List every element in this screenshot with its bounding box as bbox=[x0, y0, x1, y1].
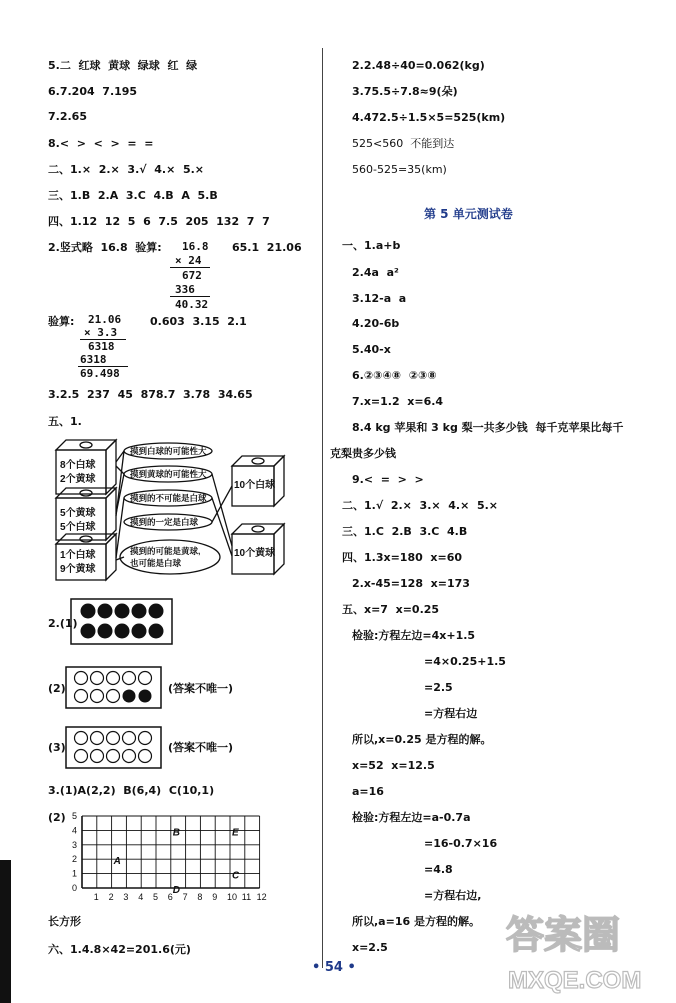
column-divider bbox=[322, 48, 323, 968]
y-tick-label: 3 bbox=[72, 839, 78, 850]
x-tick-label: 8 bbox=[197, 892, 203, 902]
note: (答案不唯一) bbox=[168, 682, 234, 695]
x-tick-label: 11 bbox=[241, 892, 252, 902]
box-label: 1个白球 bbox=[60, 550, 96, 561]
answer-line: 6.7.204 7.195 bbox=[48, 85, 138, 98]
white-ball bbox=[75, 750, 88, 763]
answer-line: =16-0.7×16 bbox=[424, 837, 498, 850]
answer-line: x=2.5 bbox=[352, 941, 388, 954]
grid-point-label: C bbox=[232, 870, 240, 882]
answer-line: =2.5 bbox=[424, 681, 453, 694]
answer-line: 6.②③④⑧ ②③⑧ bbox=[352, 369, 437, 382]
white-ball bbox=[91, 690, 104, 703]
answer-line: =4×0.25+1.5 bbox=[424, 655, 506, 668]
answer-line: 三、1.C 2.B 3.C 4.B bbox=[342, 525, 468, 538]
black-ball bbox=[149, 604, 164, 619]
x-tick-label: 6 bbox=[167, 892, 173, 902]
watermark-url: MXQE.COM bbox=[508, 967, 642, 994]
coordinate-grid bbox=[66, 808, 276, 902]
answer-line: (3) bbox=[48, 741, 66, 754]
probability-matching-diagram bbox=[50, 436, 320, 582]
calc-row: 21.06 bbox=[88, 313, 122, 326]
x-tick-label: 10 bbox=[227, 892, 238, 902]
watermark-logo bbox=[498, 900, 668, 998]
black-ball bbox=[139, 690, 152, 703]
answer-line: 长方形 bbox=[48, 915, 81, 928]
answer-line: 2.4a a² bbox=[352, 266, 399, 279]
calc-row: 69.498 bbox=[80, 367, 120, 380]
answer-line: 3.(1)A(2,2) B(6,4) C(10,1) bbox=[48, 784, 215, 797]
box-label: 10个黄球 bbox=[234, 548, 276, 559]
x-tick-label: 2 bbox=[108, 892, 114, 902]
section-title: 第 5 单元测试卷 bbox=[424, 207, 513, 221]
white-ball bbox=[139, 732, 152, 745]
white-ball bbox=[107, 750, 120, 763]
answer-line: 4.20-6b bbox=[352, 317, 400, 330]
x-tick-label: 4 bbox=[138, 892, 144, 902]
box-label: 9个黄球 bbox=[60, 564, 96, 575]
calc-row: 6318 bbox=[80, 353, 107, 366]
answer-line: 5.40-x bbox=[352, 343, 391, 356]
answer-line: 六、1.4.8×42=201.6(元) bbox=[48, 943, 191, 956]
white-ball bbox=[91, 750, 104, 763]
answer-line: 65.1 21.06 bbox=[232, 241, 302, 254]
answer-line: 2.竖式略 16.8 验算: bbox=[48, 241, 162, 254]
white-ball bbox=[75, 732, 88, 745]
answer-line: 检验:方程左边=4x+1.5 bbox=[352, 629, 476, 642]
x-tick-label: 12 bbox=[256, 892, 267, 902]
calc-row: × 24 bbox=[175, 254, 202, 267]
black-ball bbox=[81, 624, 96, 639]
answer-line: 525<560 不能到达 bbox=[352, 137, 455, 150]
ball-box-1 bbox=[70, 598, 174, 646]
ball-box-2 bbox=[65, 666, 163, 710]
answer-line: 克梨贵多少钱 bbox=[330, 447, 396, 460]
black-ball bbox=[149, 624, 164, 639]
answer-line: 四、1.12 12 5 6 7.5 205 132 7 7 bbox=[48, 215, 270, 228]
box-label: 10个白球 bbox=[234, 480, 276, 491]
answer-line: 四、1.3x=180 x=60 bbox=[342, 551, 463, 564]
oval-label: 也可能是白球 bbox=[130, 558, 182, 568]
calc-rule bbox=[170, 296, 210, 297]
black-ball bbox=[123, 690, 136, 703]
answer-line: x=52 x=12.5 bbox=[352, 759, 435, 772]
watermark-text: 答案圈 bbox=[506, 915, 621, 957]
white-ball bbox=[91, 672, 104, 685]
answer-line: a=16 bbox=[352, 785, 384, 798]
answer-line: 五、x=7 x=0.25 bbox=[342, 603, 440, 616]
black-ball bbox=[115, 624, 130, 639]
white-ball bbox=[123, 732, 136, 745]
y-tick-label: 0 bbox=[72, 883, 78, 893]
white-ball bbox=[107, 732, 120, 745]
grid-point-label: E bbox=[232, 827, 239, 839]
answer-line: 2.(1) bbox=[48, 617, 78, 630]
answer-line: =方程右边 bbox=[424, 707, 478, 720]
answer-line: 8.< > < > = = bbox=[48, 137, 154, 150]
answer-line: 二、1.× 2.× 3.√ 4.× 5.× bbox=[48, 163, 205, 176]
calc-row: 6318 bbox=[88, 340, 115, 353]
scan-edge-bar bbox=[0, 860, 11, 1003]
answer-line: 一、1.a+b bbox=[342, 239, 401, 252]
white-ball bbox=[107, 690, 120, 703]
calc-rule bbox=[170, 267, 210, 268]
white-ball bbox=[91, 732, 104, 745]
x-tick-label: 9 bbox=[212, 892, 218, 902]
answer-line: 5.二 红球 黄球 绿球 红 绿 bbox=[48, 59, 198, 72]
answer-line: 3.2.5 237 45 878.7 3.78 34.65 bbox=[48, 388, 253, 401]
oval-label: 摸到的可能是黄球, bbox=[130, 546, 201, 556]
black-ball bbox=[132, 624, 147, 639]
answer-line: 二、1.√ 2.× 3.× 4.× 5.× bbox=[342, 499, 499, 512]
oval-label: 摸到白球的可能性大 bbox=[130, 446, 207, 456]
grid-point-label: B bbox=[172, 827, 181, 839]
box-label: 8个白球 bbox=[60, 460, 96, 471]
white-ball bbox=[123, 672, 136, 685]
answer-line: 所以,a=16 是方程的解。 bbox=[352, 915, 480, 928]
ball-box-3 bbox=[65, 726, 163, 770]
calc-row: 672 bbox=[182, 269, 202, 282]
answer-line: 8.4 kg 苹果和 3 kg 梨一共多少钱 每千克苹果比每千 bbox=[352, 421, 624, 434]
answer-line: 检验:方程左边=a-0.7a bbox=[352, 811, 471, 824]
black-ball bbox=[132, 604, 147, 619]
white-ball bbox=[139, 672, 152, 685]
x-tick-label: 5 bbox=[153, 892, 159, 902]
y-tick-label: 2 bbox=[72, 854, 78, 865]
grid-point-label: A bbox=[113, 856, 121, 868]
x-tick-label: 1 bbox=[93, 892, 99, 902]
calc-row: × 3.3 bbox=[84, 326, 118, 339]
black-ball bbox=[81, 604, 96, 619]
white-ball bbox=[75, 690, 88, 703]
answer-line: 4.472.5÷1.5×5=525(km) bbox=[352, 111, 506, 124]
black-ball bbox=[115, 604, 130, 619]
calc-row: 336 bbox=[175, 283, 195, 296]
note: (答案不唯一) bbox=[168, 741, 234, 754]
answer-line: 2.x-45=128 x=173 bbox=[352, 577, 470, 590]
answer-line: (2) bbox=[48, 682, 66, 695]
y-tick-label: 5 bbox=[72, 811, 78, 821]
x-tick-label: 3 bbox=[123, 892, 129, 902]
answer-line: 560-525=35(km) bbox=[352, 163, 447, 176]
oval-label: 摸到的不可能是白球 bbox=[130, 493, 207, 503]
oval-label: 摸到的一定是白球 bbox=[130, 517, 199, 527]
answer-line: 0.603 3.15 2.1 bbox=[150, 315, 247, 328]
answer-line: 3.75.5÷7.8≈9(朵) bbox=[352, 85, 458, 98]
answer-line: (2) bbox=[48, 811, 66, 824]
box-label: 5个白球 bbox=[60, 522, 96, 533]
x-tick-label: 7 bbox=[182, 892, 188, 902]
answer-line: 三、1.B 2.A 3.C 4.B A 5.B bbox=[48, 189, 218, 202]
answer-line: 7.2.65 bbox=[48, 110, 87, 123]
black-ball bbox=[98, 604, 113, 619]
grid-point-label: D bbox=[172, 885, 181, 896]
page-number: • 54 • bbox=[312, 960, 356, 975]
box-label: 5个黄球 bbox=[60, 508, 96, 519]
answer-line: 7.x=1.2 x=6.4 bbox=[352, 395, 444, 408]
box-label: 2个黄球 bbox=[60, 474, 96, 485]
answer-line: 五、1. bbox=[48, 415, 82, 428]
answer-line: 2.2.48÷40=0.062(kg) bbox=[352, 59, 485, 72]
answer-line: =方程右边, bbox=[424, 889, 482, 902]
y-tick-label: 4 bbox=[72, 825, 78, 836]
answer-line: 9.< = > > bbox=[352, 473, 424, 486]
white-ball bbox=[75, 672, 88, 685]
answer-line: 所以,x=0.25 是方程的解。 bbox=[352, 733, 492, 746]
white-ball bbox=[139, 750, 152, 763]
white-ball bbox=[107, 672, 120, 685]
black-ball bbox=[98, 624, 113, 639]
y-tick-label: 1 bbox=[72, 868, 78, 879]
oval-label: 摸到黄球的可能性大 bbox=[130, 469, 207, 479]
calc-row: 16.8 bbox=[182, 240, 209, 253]
white-ball bbox=[123, 750, 136, 763]
answer-line: 3.12-a a bbox=[352, 292, 407, 305]
calc-row: 40.32 bbox=[175, 298, 209, 311]
answer-line: 验算: bbox=[48, 315, 75, 328]
answer-line: =4.8 bbox=[424, 863, 453, 876]
